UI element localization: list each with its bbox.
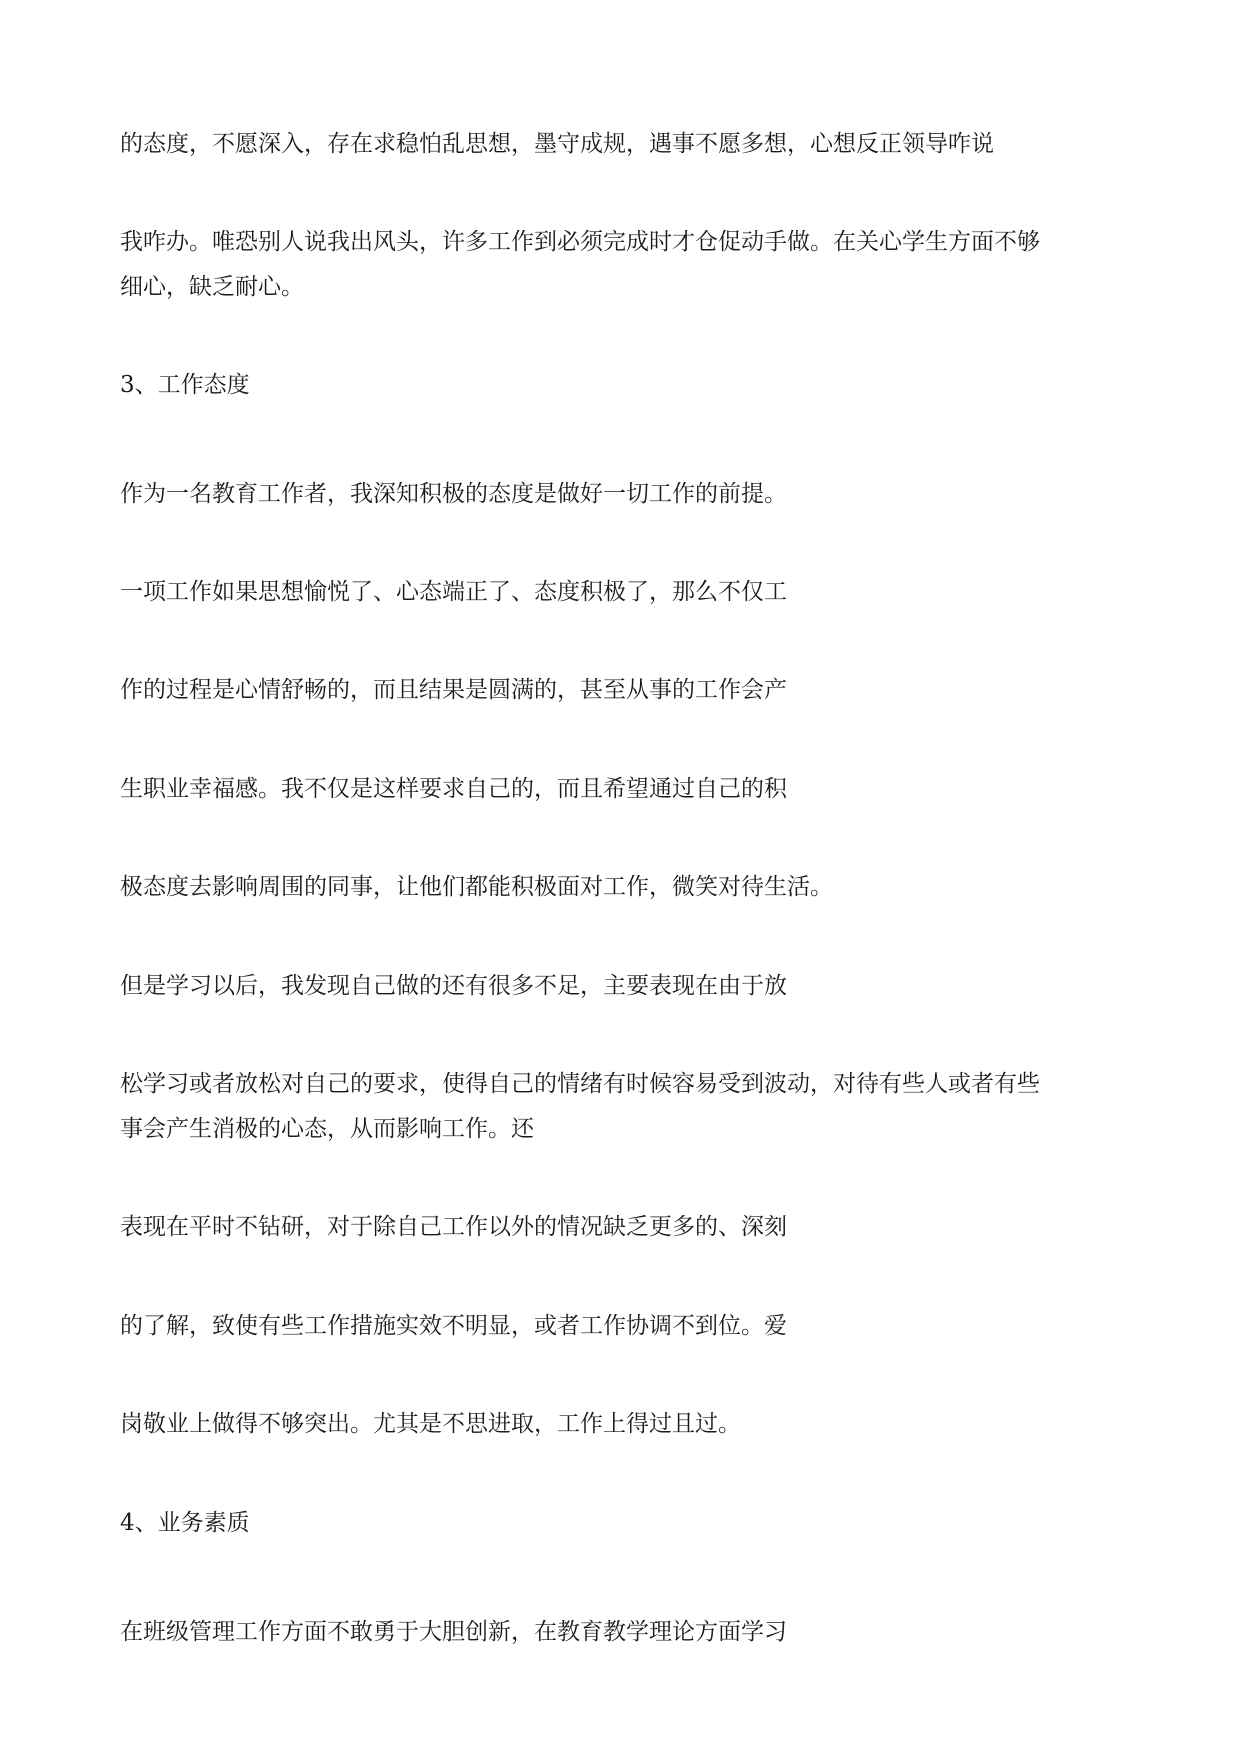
text-line: 我咋办。唯恐别人说我出风头，许多工作到必须完成时才仓促动手做。在关心学生方面不够	[120, 229, 1040, 255]
text-line: 在班级管理工作方面不敢勇于大胆创新，在教育教学理论方面学习	[120, 1619, 787, 1645]
text-line: 事会产生消极的心态，从而影响工作。还	[120, 1116, 534, 1142]
text-line: 的态度，不愿深入，存在求稳怕乱思想，墨守成规，遇事不愿多想，心想反正领导咋说	[120, 131, 994, 157]
text-line: 的了解，致使有些工作措施实效不明显，或者工作协调不到位。爱	[120, 1313, 787, 1339]
section-heading: 3、工作态度	[120, 372, 250, 398]
text-line: 松学习或者放松对自己的要求，使得自己的情绪有时候容易受到波动，对待有些人或者有些	[120, 1071, 1040, 1097]
text-line: 作为一名教育工作者，我深知积极的态度是做好一切工作的前提。	[120, 481, 787, 507]
text-line: 但是学习以后，我发现自己做的还有很多不足，主要表现在由于放	[120, 973, 787, 999]
text-line: 作的过程是心情舒畅的，而且结果是圆满的，甚至从事的工作会产	[120, 677, 787, 703]
text-line: 表现在平时不钻研，对于除自己工作以外的情况缺乏更多的、深刻	[120, 1214, 787, 1240]
text-line: 岗敬业上做得不够突出。尤其是不思进取，工作上得过且过。	[120, 1411, 741, 1437]
text-line: 细心，缺乏耐心。	[120, 274, 304, 300]
text-line: 一项工作如果思想愉悦了、心态端正了、态度积极了，那么不仅工	[120, 579, 787, 605]
text-line: 极态度去影响周围的同事，让他们都能积极面对工作，微笑对待生活。	[120, 874, 833, 900]
section-heading: 4、业务素质	[120, 1510, 250, 1536]
text-line: 生职业幸福感。我不仅是这样要求自己的，而且希望通过自己的积	[120, 776, 787, 802]
